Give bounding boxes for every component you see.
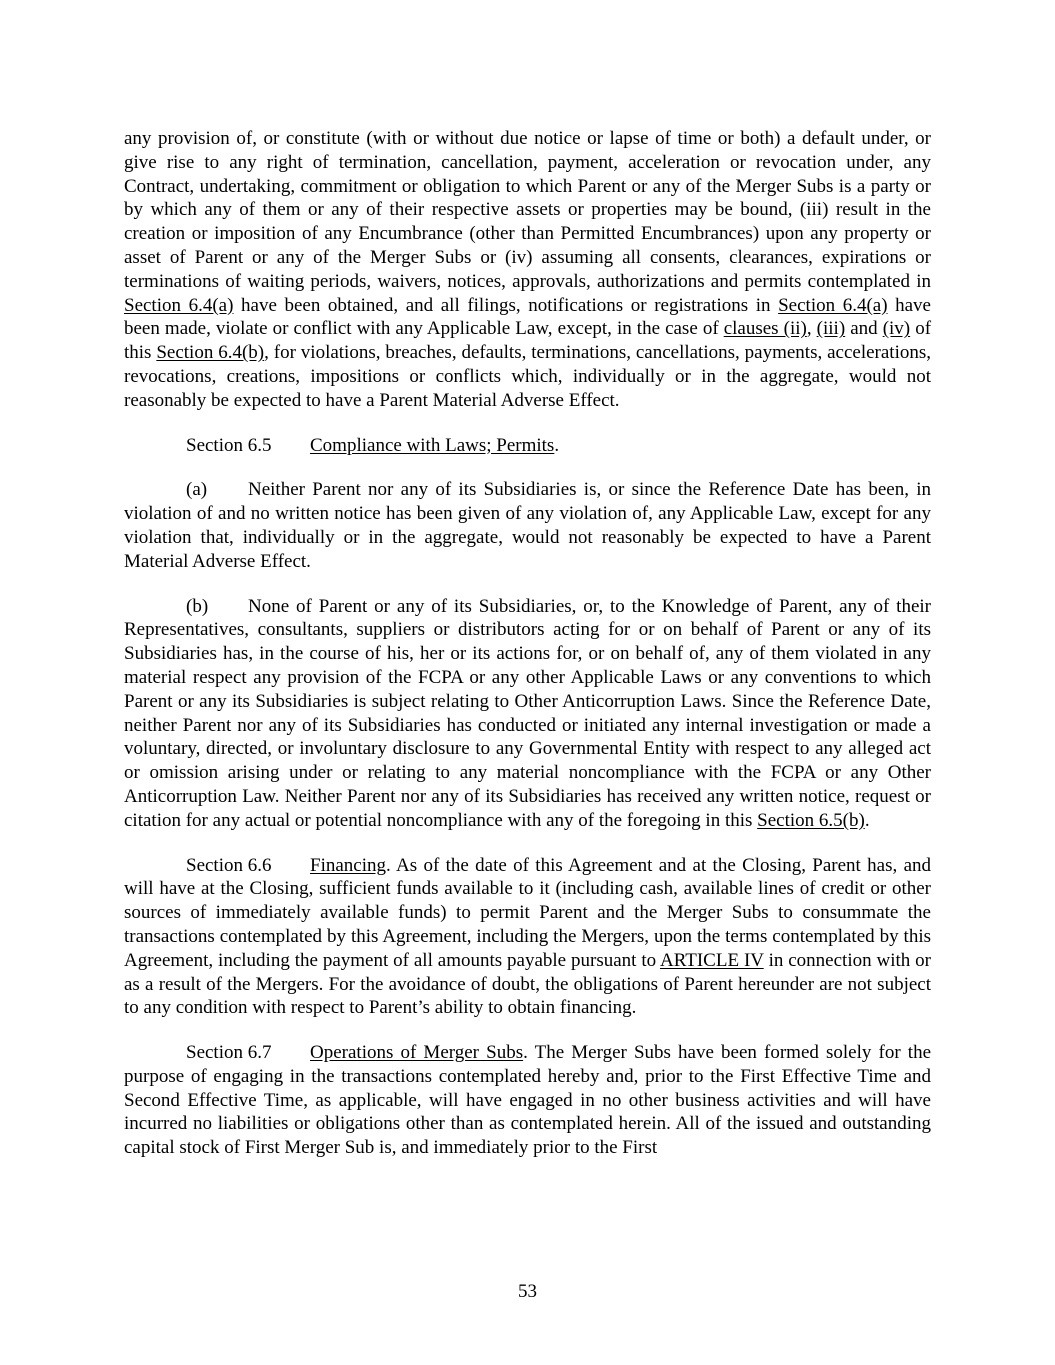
page-number: 53 xyxy=(518,1281,537,1302)
paragraph-continuation: any provision of, or constitute (with or without due notice or lapse of time or both) a default under, or give rise to any right of termination, cancellation, payment, acceleration or revocation under, any Contract, undertaking, commitment or obligation to which Parent or any of the Merger Subs is a party or by which any of them or any of their respective assets or properties may be bound, (iii) result in the creation or imposition of any Encumbrance (other than Permitted Encumbrances) upon any property or asset of Parent or any of the Merger Subs or (iv) assuming all consents, clearances, expirations or terminations of waiting periods, waivers, notices, approvals, authorizations and permits contemplated in Section 6.4(a) have been obtained, and all filings, notifications or registrations in Section 6.4(a) have been made, violate or conflict with any Applicable Law, except, in the case of clauses (ii), (iii) and (iv) of this Section 6.4(b), for violations, breaches, defaults, terminations, cancellations, payments, accelerations, revocations, creations, impositions or conflicts which, individually or in the aggregate, would not reasonably be expected to have a Parent Material Adverse Effect. xyxy=(124,128,932,411)
section-number: Section 6.6 xyxy=(186,854,272,876)
cross-reference: Section 6.4(a) xyxy=(778,294,888,316)
section-6-5-a: (a) Neither Parent nor any of its Subsidiaries is, or since the Reference Date has been, in violation of and no written notice has been given of any violation of, any Applicable Law, except for any violation that, individually or in the aggregate, would not reasonably be expected to have a Parent Material Adverse Effect. xyxy=(124,479,931,572)
section-6-6: Section 6.6 Financing. As of the date of this Agreement and at the Closing, Parent has, and will have at the Closing, sufficient funds available to it (including cash, available lines of credit or other sources of immediately available funds) to permit Parent and the Merger Subs to consummate the transactions contemplated by this Agreement, including the Mergers, upon the terms contemplated by this Agreement, including the payment of all amounts payable pursuant to ARTICLE IV in connection with or as a result of the Mergers. For the avoidance of doubt, the obligations of Parent hereunder are not subject to any condition with respect to Parent’s ability to obtain financing. xyxy=(124,854,932,1019)
paragraph-label: (b) xyxy=(186,595,209,617)
section-6-7: Section 6.7 Operations of Merger Subs. The Merger Subs have been formed solely for the purpose of engaging in the transactions contemplated hereby and, prior to the First Effective Time and Second Effective Time, as applicable, will have engaged in no other business activities and will have incurred no liabilities or obligations other than as contemplated herein. All of the issued and outstanding capital stock of First Merger Sub is, and immediately prior to the First xyxy=(124,1042,931,1159)
section-title: Compliance with Laws; Permits xyxy=(310,434,555,456)
cross-reference: (iv) xyxy=(882,318,911,340)
cross-reference: Section 6.4(a) xyxy=(124,294,234,316)
cross-reference: Section 6.5(b) xyxy=(757,809,865,831)
section-6-5-b: (b) None of Parent or any of its Subsidiaries, or, to the Knowledge of Parent, any of their Representatives, consultants, suppliers or distributors acting for or on behalf of Parent or any of its Subsidiaries has, in the course of his, her or its actions for, or on behalf of, any of them violated in any material respect any provision of the FCPA or any other Applicable Laws or any conventions to which Parent or any its Subsidiaries is subject relating to Other Anticorruption Laws. Since the Reference Date, neither Parent nor any of its Subsidiaries has conducted or initiated any internal investigation or made a voluntary, directed, or involuntary disclosure to any Governmental Entity with respect to any alleged act or omission arising under or relating to any material noncompliance with the FCPA or any Other Anticorruption Law. Neither Parent nor any of its Subsidiaries has received any written notice, request or citation for any actual or potential noncompliance with any of the foregoing in this Section 6.5(b). xyxy=(124,595,931,831)
paragraph-label: (a) xyxy=(186,479,208,501)
cross-reference: ARTICLE IV xyxy=(659,949,764,971)
section-title: Operations of Merger Subs xyxy=(310,1042,524,1064)
cross-reference: clauses (ii) xyxy=(723,318,807,340)
cross-reference: (iii) xyxy=(816,318,846,340)
section-number: Section 6.7 xyxy=(186,1042,272,1064)
section-number: Section 6.5 xyxy=(186,434,272,456)
document-page xyxy=(124,127,931,1181)
section-title: Financing xyxy=(310,854,386,876)
cross-reference: Section 6.4(b) xyxy=(156,342,265,364)
section-6-5-heading: Section 6.5 Compliance with Laws; Permits. xyxy=(186,434,560,456)
